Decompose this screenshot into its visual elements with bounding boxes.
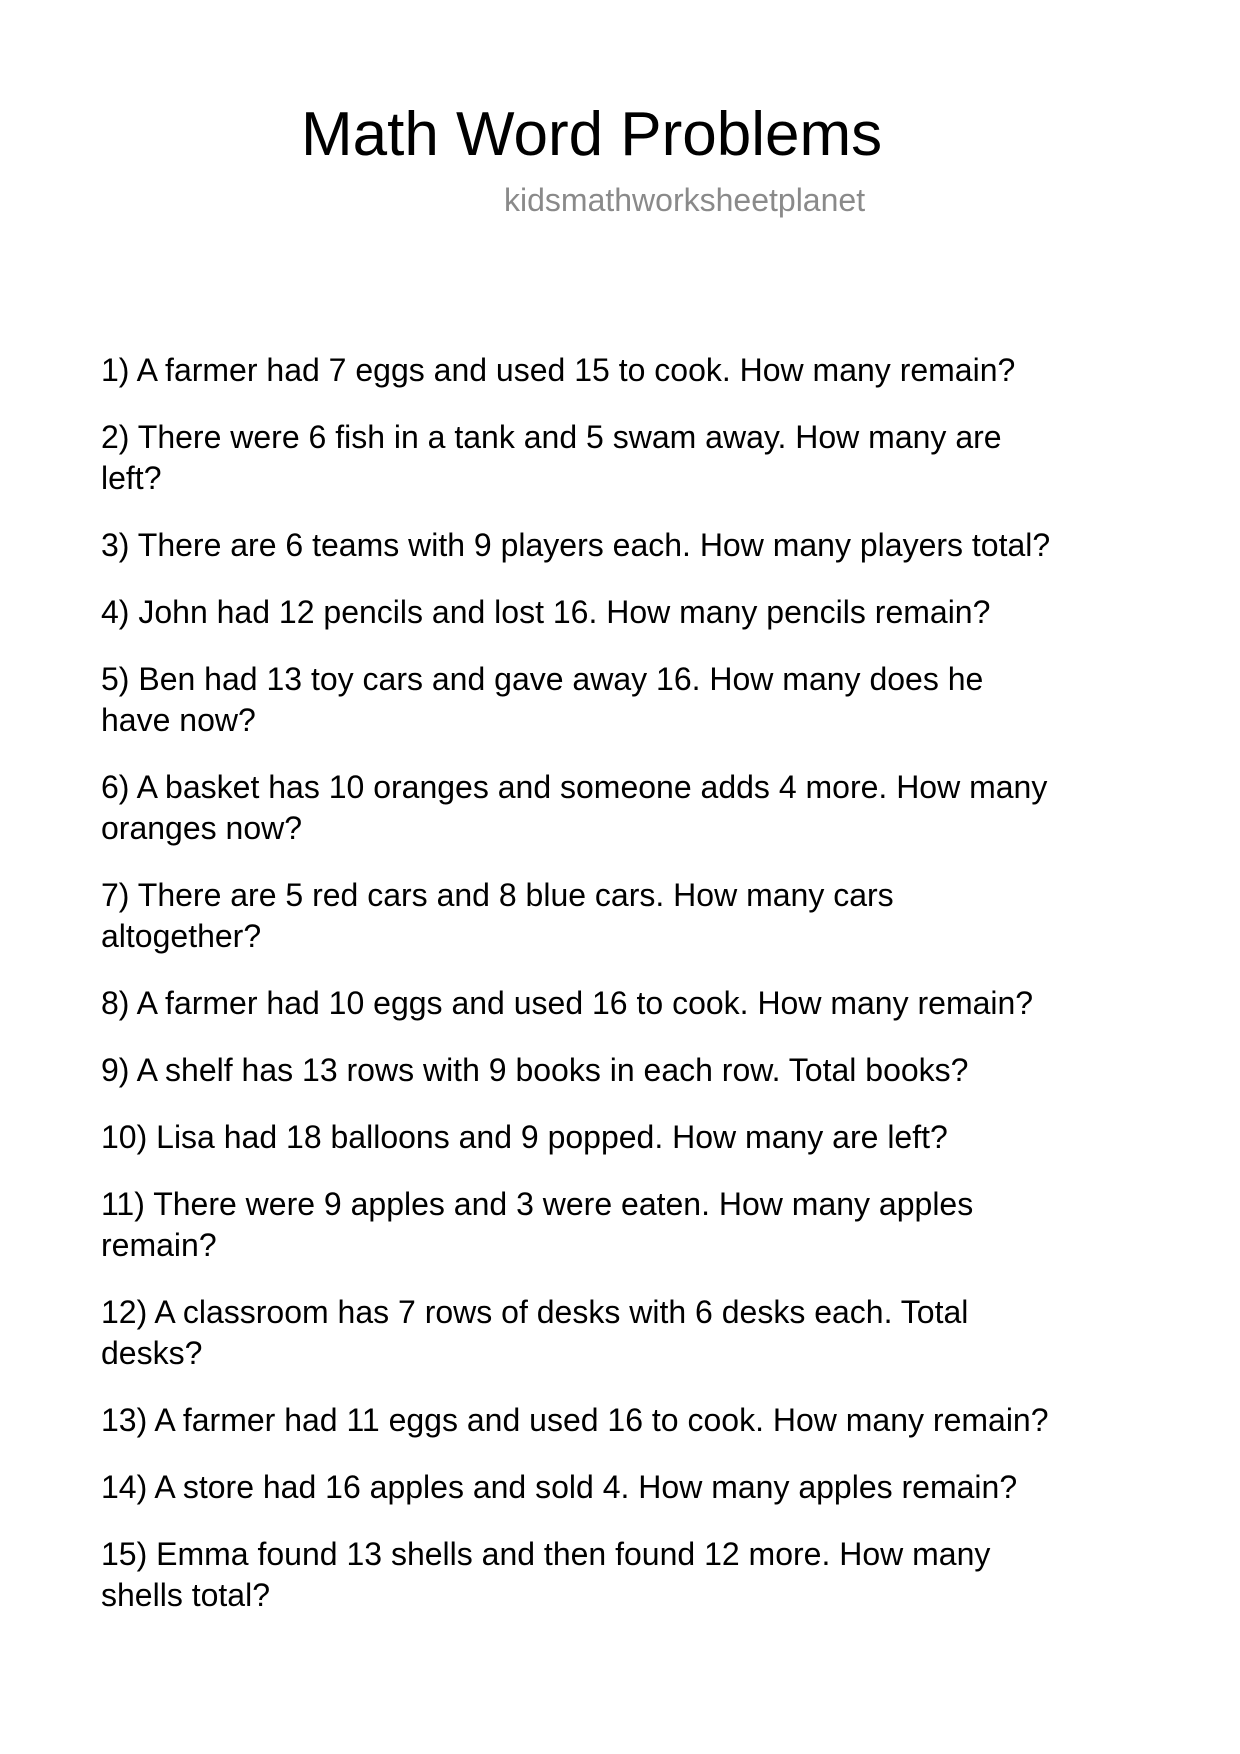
problem-item (101, 1117, 1201, 1158)
problem-text-line: shells total? (101, 1577, 270, 1613)
problem-text-line: 13) A farmer had 11 eggs and used 16 to cook. How many remain? (101, 1402, 1049, 1438)
problem-text-line: 7) There are 5 red cars and 8 blue cars. How many cars (101, 877, 894, 913)
problem-text-line: 6) A basket has 10 oranges and someone adds 4 more. How many (101, 769, 1048, 805)
problem-text-line: 10) Lisa had 18 balloons and 9 popped. How many are left? (101, 1119, 948, 1155)
problem-text-line: 15) Emma found 13 shells and then found 12 more. How many (101, 1536, 991, 1572)
problem-item (101, 1467, 1201, 1508)
problem-item (101, 417, 1201, 499)
problem-item (101, 1534, 1201, 1616)
problem-item (101, 875, 1201, 957)
problem-item (101, 1184, 1201, 1266)
problem-text-line: 9) A shelf has 13 rows with 9 books in each row. Total books? (101, 1052, 969, 1088)
problem-item (101, 525, 1201, 566)
page-title: Math Word Problems (301, 100, 883, 169)
problem-text-line: 3) There are 6 teams with 9 players each. How many players total? (101, 527, 1051, 563)
problem-text-line: 1) A farmer had 7 eggs and used 15 to cook. How many remain? (101, 352, 1016, 388)
problem-text-line: 4) John had 12 pencils and lost 16. How many pencils remain? (101, 594, 991, 630)
problem-text-line: oranges now? (101, 810, 303, 846)
problem-text-line: desks? (101, 1335, 203, 1371)
problem-list (101, 350, 1201, 1642)
problem-item (101, 350, 1201, 391)
problem-item (101, 1050, 1201, 1091)
problem-text-line: have now? (101, 702, 256, 738)
problem-item (101, 1292, 1201, 1374)
problem-text-line: left? (101, 460, 162, 496)
problem-text-line: altogether? (101, 918, 262, 954)
problem-item (101, 983, 1201, 1024)
problem-text-line: remain? (101, 1227, 217, 1263)
problem-text-line: 14) A store had 16 apples and sold 4. How many apples remain? (101, 1469, 1018, 1505)
problem-item (101, 592, 1201, 633)
problem-item (101, 1400, 1201, 1441)
problem-text-line: 8) A farmer had 10 eggs and used 16 to cook. How many remain? (101, 985, 1034, 1021)
problem-item (101, 659, 1201, 741)
problem-text-line: 12) A classroom has 7 rows of desks with 6 desks each. Total (101, 1294, 969, 1330)
problem-text-line: 2) There were 6 fish in a tank and 5 swam away. How many are (101, 419, 1002, 455)
problem-text-line: 5) Ben had 13 toy cars and gave away 16. How many does he (101, 661, 984, 697)
problem-text-line: 11) There were 9 apples and 3 were eaten. How many apples (101, 1186, 974, 1222)
problem-item (101, 767, 1201, 849)
site-name: kidsmathworksheetplanet (504, 182, 866, 218)
